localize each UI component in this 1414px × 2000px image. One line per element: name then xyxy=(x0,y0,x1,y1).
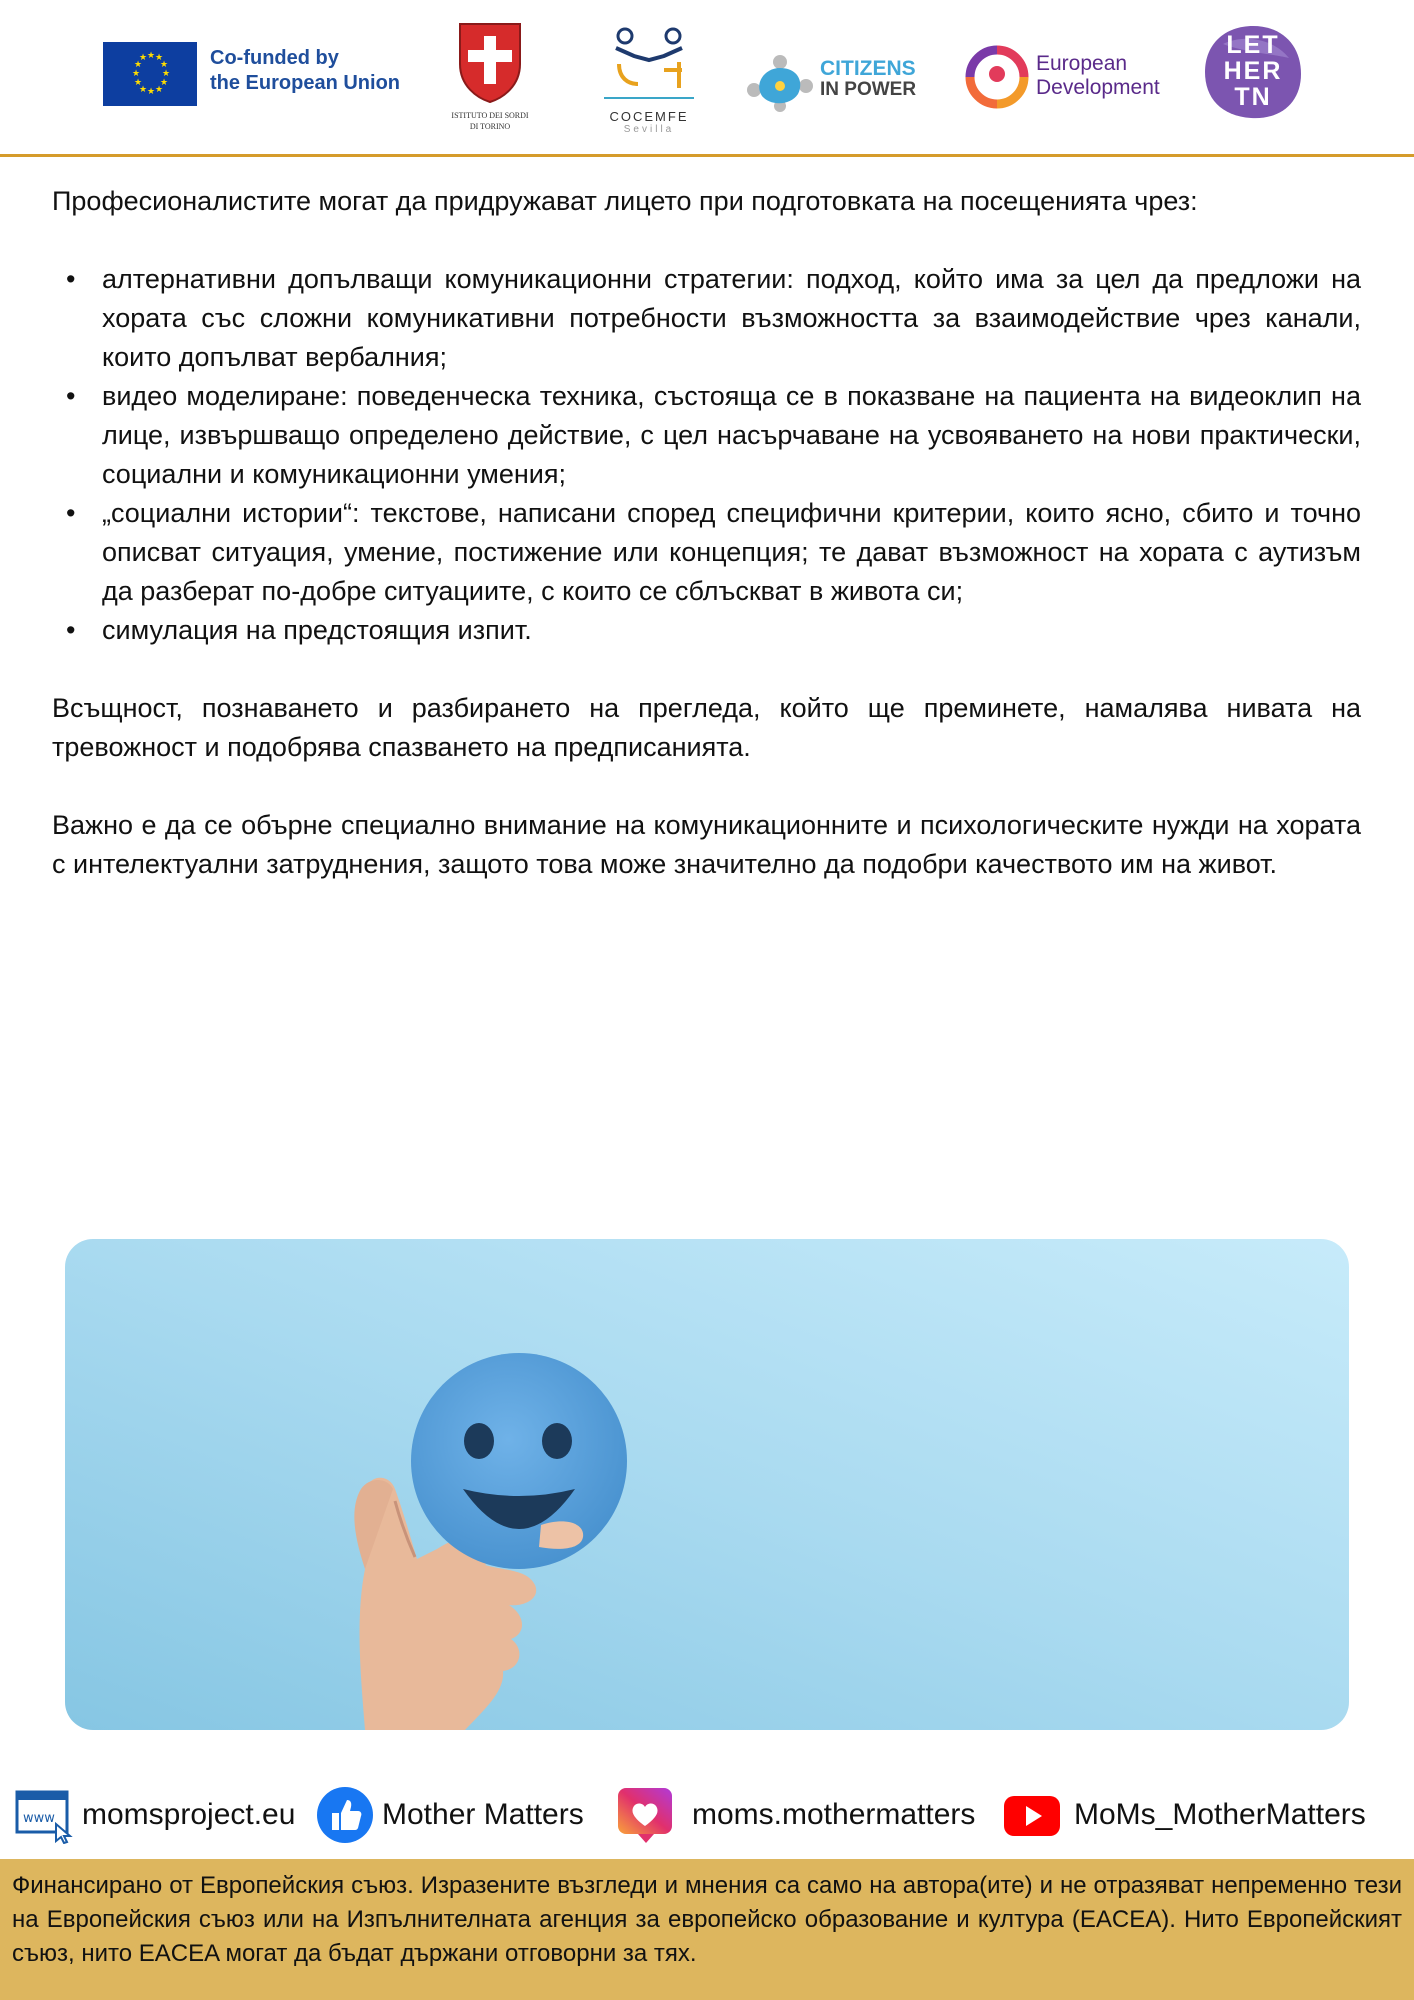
citizens-in-power-logo xyxy=(742,46,922,116)
header-divider xyxy=(0,154,1414,157)
citizens-text xyxy=(820,58,916,100)
let-her-tn-logo xyxy=(1203,24,1303,120)
citizens-line1: CITIZENS xyxy=(820,57,916,80)
youtube-link[interactable] xyxy=(1002,1786,1366,1844)
svg-text:www: www xyxy=(23,1811,55,1826)
sordi-caption-line1: ISTITUTO DEI SORDI xyxy=(451,111,529,120)
eu-text-line2: the European Union xyxy=(210,72,400,94)
svg-text:★: ★ xyxy=(139,53,148,63)
cocemfe-subtitle: Sevilla xyxy=(623,124,675,135)
instagram-heart-icon xyxy=(616,1786,678,1844)
instagram-link[interactable] xyxy=(616,1786,975,1844)
header-logos xyxy=(0,0,1414,154)
svg-text:★: ★ xyxy=(134,60,143,70)
list-item: • алтернативни допълващи комуникационни стратегии: подход, който има за цел да предложи на хората със сложни комуникативни потребности възможността за взаимодействие чрез канали, които допълват вербалния; xyxy=(52,260,1361,377)
instagram-label: moms.mothermatters xyxy=(692,1798,976,1831)
svg-text:★: ★ xyxy=(134,78,143,88)
facebook-label: Mother Matters xyxy=(382,1798,584,1831)
flower-icon xyxy=(742,46,818,116)
eurodev-line1: European xyxy=(1036,52,1128,75)
website-label: momsproject.eu xyxy=(82,1798,296,1831)
list-item: • „социални истории“: текстове, написани според специфични критерии, които ясно, сбито и точно описват ситуация, умение, постижение или концепция; те дават възможност на хората с аутизъм да разберат по-добре ситуациите, с които се сблъскват в живота си; xyxy=(52,494,1361,611)
paragraph-anxiety: Всъщност, познаването и разбирането на прегледа, който ще преминете, намалява нивата на тревожност и подобрява спазването на предписанията. xyxy=(52,693,1361,762)
people-circle-icon xyxy=(964,44,1030,110)
footer-disclaimer xyxy=(0,1859,1414,2000)
lethertn-line2: HER xyxy=(1223,57,1283,85)
citizens-line2: IN POWER xyxy=(820,79,917,100)
main-content xyxy=(52,182,1361,884)
facebook-like-icon xyxy=(316,1786,374,1844)
paragraph-needs: Важно е да се обърне специално внимание на комуникационните и психологическите нужди на хората с интелектуални затруднения, защото това може значително да подобри качеството им на живот. xyxy=(52,810,1361,879)
eurodev-line2: Development xyxy=(1036,76,1160,99)
cocemfe-name: COCEMFE xyxy=(609,109,689,124)
svg-text:★: ★ xyxy=(147,87,156,97)
sordi-caption-line2: DI TORINO xyxy=(469,122,511,131)
istituto-sordi-logo xyxy=(440,20,540,135)
svg-text:★: ★ xyxy=(155,53,164,63)
european-development-logo xyxy=(964,44,1184,114)
shield-icon xyxy=(455,20,525,104)
svg-text:★: ★ xyxy=(139,85,148,95)
social-links xyxy=(0,1786,1414,1844)
facebook-link[interactable] xyxy=(316,1786,584,1844)
cocemfe-logo xyxy=(594,22,704,140)
smiley-face-icon xyxy=(411,1353,627,1569)
website-link[interactable] xyxy=(14,1786,295,1844)
list-item: • симулация на предстоящия изпит. xyxy=(52,611,1361,650)
svg-text:★: ★ xyxy=(155,85,164,95)
youtube-label: MoMs_MotherMatters xyxy=(1074,1798,1366,1831)
smiley-hand-photo xyxy=(65,1239,1349,1730)
lethertn-line1: LET xyxy=(1226,31,1280,59)
eu-text-line1: Co-funded by xyxy=(210,47,339,69)
people-table-icon xyxy=(594,22,704,102)
methods-list xyxy=(52,260,1361,650)
list-item: • видео моделиране: поведенческа техника, състояща се в показване на пациента на видеоклип на лице, извършващо определено действие, с цел насърчаване на усвояването на нови практически, социални и комуникационни умения; xyxy=(52,377,1361,494)
lethertn-line3: TN xyxy=(1234,83,1272,111)
svg-text:★: ★ xyxy=(162,69,171,79)
www-icon xyxy=(14,1786,74,1844)
eu-flag-logo xyxy=(103,42,197,106)
svg-text:★: ★ xyxy=(132,69,141,79)
lethertn-text xyxy=(1203,32,1303,110)
svg-text:★: ★ xyxy=(147,51,156,61)
disclaimer-text: Финансирано от Европейския съюз. Изразените възгледи и мнения са само на автора(ите) и не отразяват непременно тези на Европейския съюз или на Изпълнителната агенция за европейско образование и култура (EACEA). Нито Европейският съюз, нито EACEA могат да бъдат държани отговорни за тях. xyxy=(12,1872,1402,1967)
svg-text:★: ★ xyxy=(160,78,169,88)
svg-text:★: ★ xyxy=(160,60,169,70)
eurodev-text xyxy=(1036,52,1160,100)
intro-paragraph: Професионалистите могат да придружават лицето при подготовката на посещенията чрез: xyxy=(52,186,1198,216)
youtube-icon xyxy=(1002,1786,1062,1844)
eu-cofunded-text xyxy=(210,46,400,96)
